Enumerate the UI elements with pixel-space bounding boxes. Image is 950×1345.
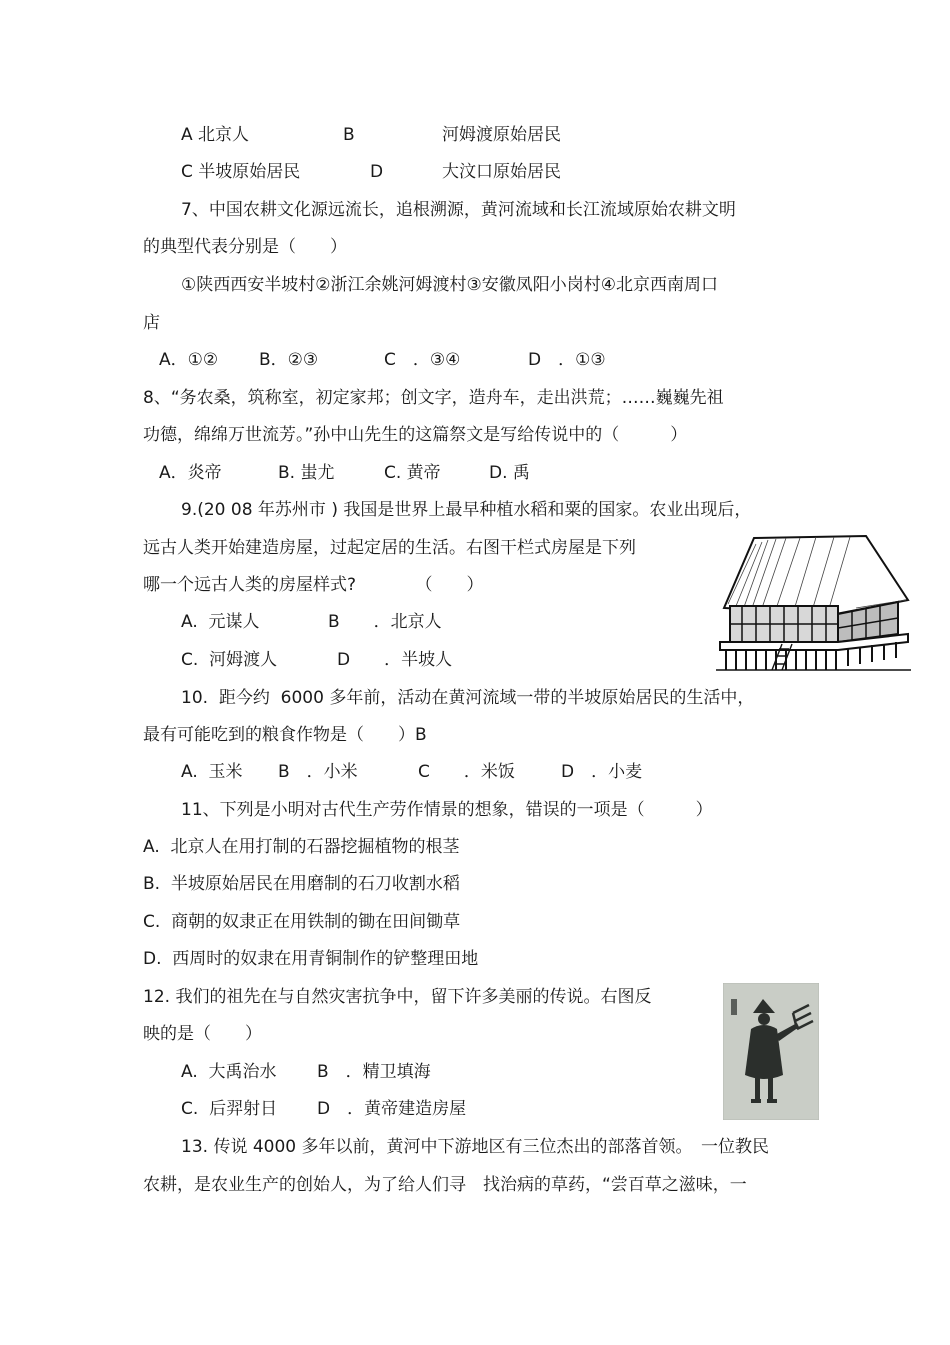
stilt-house-illustration	[716, 530, 911, 672]
q10-option-a: A. 玉米	[181, 762, 243, 782]
q8-stem-line1: 8、“务农桑，筑称室，初定家邦；创文字，造舟车，走出洪荒；……巍巍先祖	[143, 388, 724, 408]
q9-stem-line3: 哪一个远古人类的房屋样式? （ ）	[143, 575, 484, 595]
q9-stem-line2: 远古人类开始建造房屋，过起定居的生活。右图干栏式房屋是下列	[143, 538, 636, 558]
q8-stem-line2: 功德，绵绵万世流芳。”孙中山先生的这篇祭文是写给传说中的（ ）	[143, 425, 688, 445]
q13-stem-line2: 农耕，是农业生产的创始人，为了给人们寻 找治病的草药，“尝百草之滋味，一	[143, 1175, 747, 1195]
q8-option-b: B. 蚩尤	[278, 463, 335, 483]
q7-option-c: C ．③④	[384, 350, 461, 370]
q6-option-d-letter: D	[370, 162, 384, 182]
q11-option-c: C. 商朝的奴隶正在用铁制的锄在田间锄草	[143, 912, 461, 932]
q11-option-d: D. 西周时的奴隶在用青铜制作的铲整理田地	[143, 949, 479, 969]
q9-option-c: C. 河姆渡人	[181, 650, 278, 670]
q7-option-a: A．①②	[159, 350, 219, 370]
q8-option-d: D. 禹	[489, 463, 530, 483]
q12-stem-line2: 映的是（ ）	[143, 1024, 262, 1044]
q12-option-c: C. 后羿射日	[181, 1099, 278, 1119]
q12-option-b: B ．精卫填海	[317, 1062, 431, 1082]
q6-option-c: C 半坡原始居民	[181, 162, 301, 182]
q9-option-d: D ．半坡人	[337, 650, 453, 670]
q6-option-b-text: 河姆渡原始居民	[442, 125, 561, 145]
legend-figure-illustration	[723, 983, 819, 1120]
q11-stem: 11、下列是小明对古代生产劳作情景的想象，错误的一项是（ ）	[181, 800, 713, 820]
q10-option-d: D ．小麦	[561, 762, 643, 782]
q11-option-a: A. 北京人在用打制的石器挖掘植物的根茎	[143, 837, 460, 857]
q10-stem-line2: 最有可能吃到的粮食作物是（ ）B	[143, 725, 427, 745]
q10-stem-line1: 10. 距今约 6000 多年前，活动在黄河流域一带的半坡原始居民的生活中，	[181, 688, 755, 708]
q10-option-b: B ．小米	[278, 762, 358, 782]
q7-option-b: B．②③	[259, 350, 319, 370]
q6-option-a: A 北京人	[181, 125, 250, 145]
q7-stem-line1: 7、中国农耕文化源远流长，追根溯源，黄河流域和长江流域原始农耕文明	[181, 200, 736, 220]
q8-option-a: A．炎帝	[159, 463, 222, 483]
q12-stem-line1: 12. 我们的祖先在与自然灾害抗争中，留下许多美丽的传说。右图反	[143, 987, 652, 1007]
q12-option-d: D ．黄帝建造房屋	[317, 1099, 467, 1119]
q7-stem-line3: ①陕西西安半坡村②浙江余姚河姆渡村③安徽凤阳小岗村④北京西南周口	[181, 275, 718, 295]
q7-option-d: D ．①③	[528, 350, 606, 370]
q6-option-b-letter: B	[343, 125, 355, 145]
q9-stem-line1: 9.(20 08 年苏州市 ) 我国是世界上最早种植水稻和粟的国家。农业出现后，	[181, 500, 752, 520]
q7-stem-line4: 店	[143, 313, 160, 333]
q6-option-d-text: 大汶口原始居民	[442, 162, 561, 182]
q11-option-b: B. 半坡原始居民在用磨制的石刀收割水稻	[143, 874, 460, 894]
q8-option-c: C. 黄帝	[384, 463, 441, 483]
q9-option-a: A. 元谋人	[181, 612, 260, 632]
q9-option-b: B ．北京人	[328, 612, 442, 632]
q12-option-a: A. 大禹治水	[181, 1062, 277, 1082]
q7-stem-line2: 的典型代表分别是（ ）	[143, 237, 347, 257]
q13-stem-line1: 13. 传说 4000 多年以前，黄河中下游地区有三位杰出的部落首领。 一位教民	[181, 1137, 770, 1157]
q10-option-c: C ．米饭	[418, 762, 515, 782]
